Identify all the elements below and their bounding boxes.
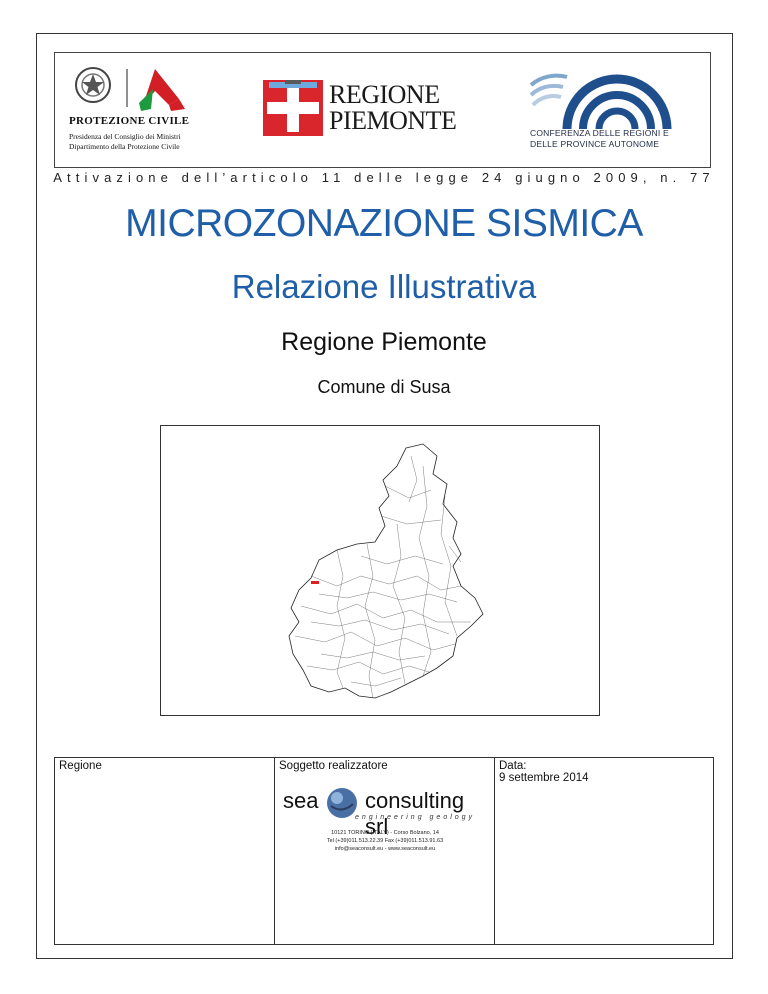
sea-address-3: info@seaconsult.eu - www.seaconsult.eu	[334, 846, 436, 852]
sea-address-2: Tel (+39)011.513.22.39 Fax (+39)011.513.91.63	[326, 838, 444, 844]
footer-soggetto-label: Soggetto realizzatore	[279, 760, 388, 772]
comune-name: Comune di Susa	[317, 377, 451, 397]
footer-regione-cell	[55, 758, 275, 944]
document-subtitle: Relazione Illustrativa	[231, 268, 537, 305]
protezione-civile-title: PROTEZIONE CIVILE	[69, 115, 190, 127]
susa-highlight	[311, 581, 319, 584]
document-title: MICROZONAZIONE SISMICA	[125, 202, 643, 245]
regione-text-line2: PIEMONTE	[329, 106, 457, 135]
piemonte-map	[160, 425, 600, 716]
footer-regione-label: Regione	[59, 760, 102, 772]
conferenza-line2: DELLE PROVINCE AUTONOME	[530, 139, 660, 149]
footer-date-value: 9 settembre 2014	[499, 772, 589, 784]
footer-data-cell	[495, 758, 713, 944]
conferenza-emblem-icon	[527, 71, 687, 131]
protezione-civile-line1: Presidenza del Consiglio dei Ministri	[69, 132, 181, 141]
conferenza-line1: CONFERENZA DELLE REGIONI E	[530, 128, 669, 138]
piemonte-map-drawing	[161, 426, 599, 715]
footer-data-label: Data:	[499, 760, 527, 772]
sea-logo-left: sea	[283, 788, 319, 813]
region-name: Regione Piemonte	[281, 328, 487, 356]
footer-table	[54, 757, 714, 945]
protezione-civile-line2: Dipartimento della Protezione Civile	[69, 142, 180, 151]
sea-logo-right: consulting srl	[365, 788, 465, 839]
footer-soggetto-cell	[275, 758, 495, 944]
sea-tagline: engineering geology	[355, 814, 476, 821]
sea-address-1: 10121 TORINO (ITALY) - Corso Bolzano, 14	[331, 830, 439, 836]
activation-line: Attivazione dell’articolo 11 delle legge 24 giugno 2009, n. 77	[53, 170, 715, 185]
regione-text-line1: REGIONE	[329, 80, 440, 109]
logo-header	[54, 52, 711, 168]
